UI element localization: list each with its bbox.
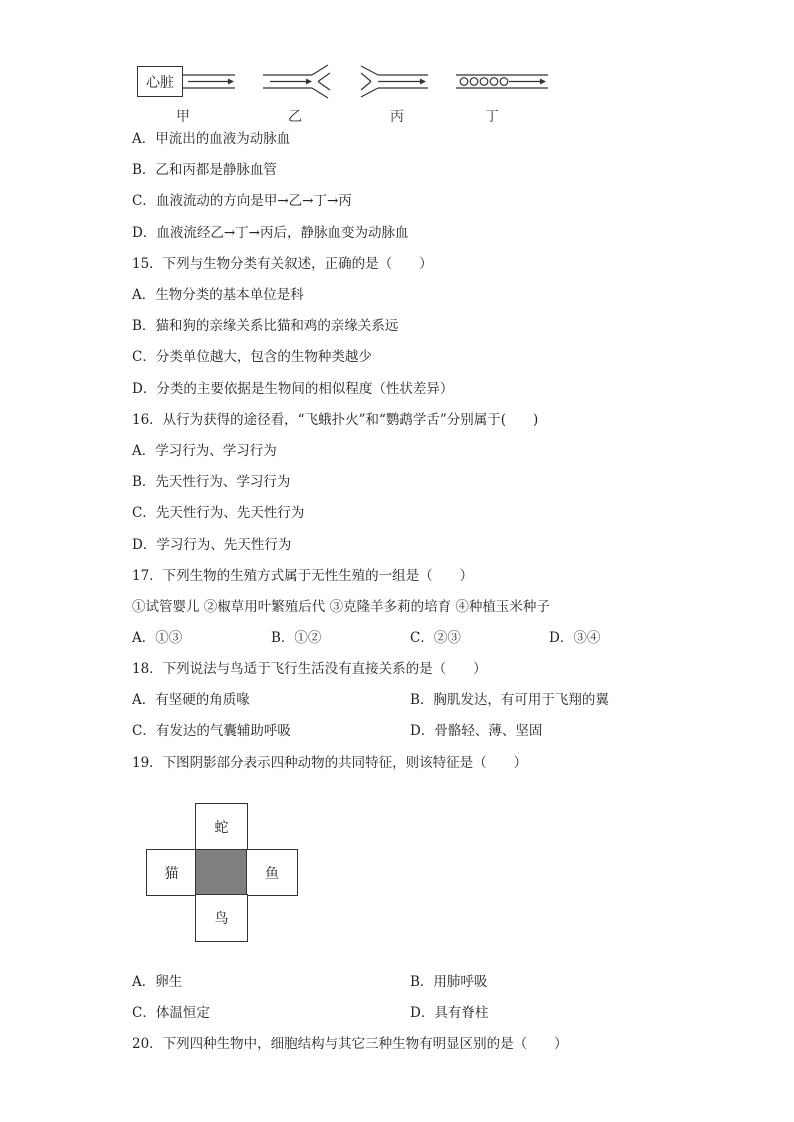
q17-items: ①试管婴儿 ②椒草用叶繁殖后代 ③克隆羊多莉的培育 ④种植玉米种子 [132,599,550,615]
cell-cat [146,849,197,896]
q19-option-d: D．具有脊柱 [410,1005,489,1021]
q18-option-a: A．有坚硬的角质喙 [132,692,250,708]
q15-option-d: D．分类的主要依据是生物间的相似程度（性状差异） [132,381,454,397]
fish-label: 鱼 [265,865,279,882]
heart-label: 心脏 [146,74,174,91]
q15-stem: 15．下列与生物分类有关叙述，正确的是（ ） [132,256,433,272]
snake-label: 蛇 [214,820,229,836]
q16-option-d: D．学习行为、先天性行为 [132,537,292,553]
q16-option-a: A．学习行为、学习行为 [132,443,277,459]
q17-option-d: D．③④ [549,630,601,646]
cell-bird [195,894,248,942]
q18-option-b: B．胸肌发达，有可用于飞翔的翼 [410,692,609,708]
q15-option-a: A．生物分类的基本单位是科 [132,287,304,303]
q18-option-d: D．骨骼轻、薄、坚固 [410,723,543,739]
q19-option-c: C．体温恒定 [132,1005,210,1021]
cell-fish [246,849,298,896]
q17-option-c: C．②③ [410,630,461,646]
q18-stem: 18．下列说法与鸟适于飞行生活没有直接关系的是（ ） [132,661,487,677]
q14-option-a: A．甲流出的血液为动脉血 [132,131,291,147]
bird-label: 鸟 [214,911,229,927]
q19-stem: 19．下图阴影部分表示四种动物的共同特征，则该特征是（ ） [132,755,528,771]
q17-option-b: B．①② [271,630,322,646]
label-ding: 丁 [485,109,499,125]
q19-option-b: B．用肺呼吸 [410,974,488,990]
q14-option-d: D．血液流经乙→丁→丙后，静脉血变为动脉血 [132,225,409,241]
q18-option-c: C．有发达的气囊辅助呼吸 [132,723,291,739]
q20-stem: 20．下列四种生物中，细胞结构与其它三种生物有明显区别的是（ ） [132,1036,568,1052]
cat-label: 猫 [164,865,179,882]
q17-stem: 17．下列生物的生殖方式属于无性生殖的一组是（ ） [132,568,474,584]
label-jia: 甲 [176,109,190,125]
q16-option-c: C．先天性行为、先天性行为 [132,505,305,521]
q15-option-c: C．分类单位越大，包含的生物种类越少 [132,349,372,365]
label-bing: 丙 [390,109,404,125]
q16-option-b: B．先天性行为、学习行为 [132,474,291,490]
shaded-center [195,849,248,896]
label-yi: 乙 [288,109,302,125]
q16-stem: 16．从行为获得的途径看，“飞蛾扑火”和“鹦鹉学舌”分别属于( ) [132,412,539,428]
cell-snake [195,803,248,851]
q14-option-b: B．乙和丙都是静脉血管 [132,162,277,178]
q17-option-a: A．①③ [132,630,183,646]
q19-option-a: A．卵生 [132,974,183,990]
q15-option-b: B．猫和狗的亲缘关系比猫和鸡的亲缘关系远 [132,318,399,334]
q14-option-c: C．血液流动的方向是甲→乙→丁→丙 [132,193,352,209]
